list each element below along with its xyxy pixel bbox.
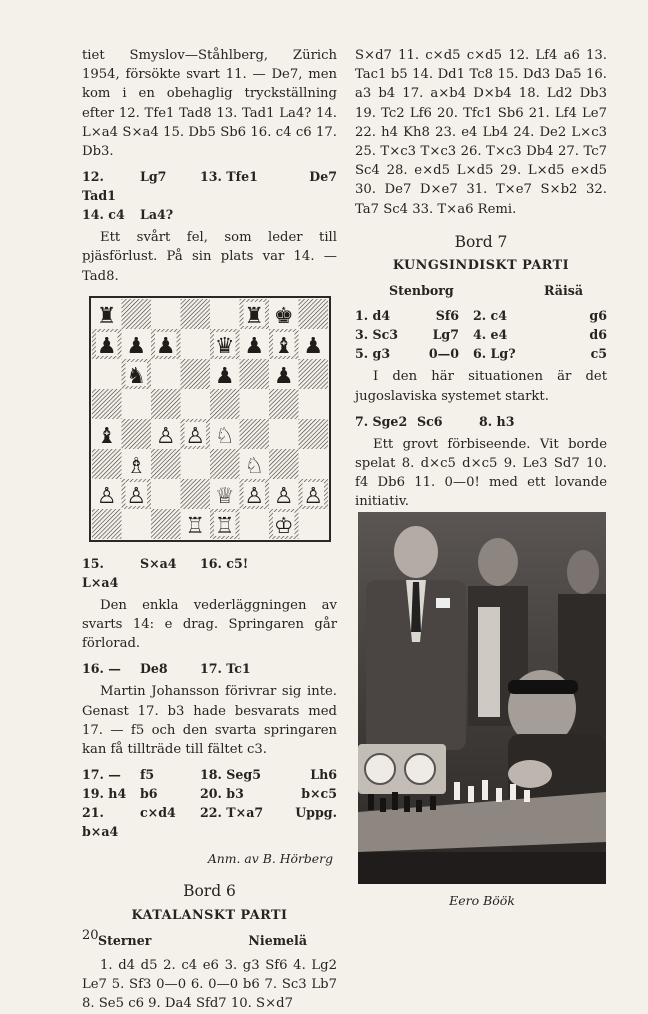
move-cell: 3. Sc3 <box>355 327 399 343</box>
white-player: Stenborg <box>389 283 454 299</box>
commentary-2: Den enkla vederläggningen av svarts 14: e drag. Springaren går förlorad. <box>82 597 337 652</box>
black-player: Räisä <box>544 283 583 299</box>
light-square <box>298 449 328 479</box>
black-bishop-piece: ♝ <box>273 333 294 359</box>
move-cell: g6 <box>589 308 607 324</box>
black-king-piece: ♚ <box>273 303 294 329</box>
white-pawn-piece: ♙ <box>243 483 264 509</box>
move-cell: De8 <box>140 661 168 677</box>
dark-square <box>298 419 328 449</box>
black-bishop-piece: ♝ <box>96 423 117 449</box>
white-rook-piece: ♖ <box>184 513 205 539</box>
move-cell: c5 <box>590 346 607 362</box>
black-pawn-piece: ♟ <box>302 333 323 359</box>
bord7-opening: KUNGSINDISKT PARTI <box>392 258 570 274</box>
light-square <box>180 449 210 479</box>
move-cell <box>270 554 337 592</box>
black-knight-piece: ♞ <box>125 363 146 389</box>
move-cell: 21. b×a4 <box>82 805 119 840</box>
moves-block-d <box>82 765 337 841</box>
bord7-commentary-1: I den här situationen är det jugoslaviska systemet starkt. <box>355 369 607 404</box>
move-cell <box>200 205 270 224</box>
move-cell: De7 <box>309 169 337 185</box>
white-pawn-piece: ♙ <box>125 483 146 509</box>
photo-caption: Eero Böök <box>449 893 515 908</box>
move-cell: b×c5 <box>301 786 337 802</box>
white-king-piece: ♔ <box>273 513 294 539</box>
chess-board-svg <box>92 299 328 539</box>
bord7-title: Bord 7 <box>454 232 508 251</box>
light-square <box>151 299 181 329</box>
page-number: 20 <box>82 928 99 943</box>
left-column <box>82 46 337 1014</box>
white-knight-piece: ♘ <box>243 453 264 479</box>
move-cell: b6 <box>140 786 158 802</box>
moves-block-b <box>82 554 337 592</box>
bord6-opening: KATALANSKT PARTI <box>131 907 288 923</box>
white-knight-piece: ♘ <box>214 423 235 449</box>
dark-square <box>92 389 122 419</box>
dark-square <box>92 509 122 539</box>
bord7-commentary-2: Ett grovt förbiseende. Vit borde spelat 8. d×c5 d×c5 9. Le3 Sd7 10. f4 Db6 11. 0—0! med ett lovande initiativ. <box>355 436 607 510</box>
light-square <box>121 509 151 539</box>
right-column <box>355 46 607 512</box>
white-pawn-piece: ♙ <box>96 483 117 509</box>
dark-square <box>151 389 181 419</box>
dark-square <box>121 419 151 449</box>
light-square <box>151 359 181 389</box>
move-cell: Lh6 <box>310 767 337 783</box>
moves-block-c <box>82 659 337 678</box>
intro-paragraph: tiet Smyslov—Ståhlberg, Zürich 1954, försökte svart 11. — De7, men kom i en obehaglig tryckställning efter 12. Tfe1 Tad8 13. Tad1 La4? 14. L×a4 S×a4 15. Db5 Sb6 16. c4 c6 17. Db3. <box>82 48 337 160</box>
white-pawn-piece: ♙ <box>184 423 205 449</box>
light-square <box>298 509 328 539</box>
bord7-moves-table <box>355 306 607 363</box>
black-pawn-piece: ♟ <box>243 333 264 359</box>
white-pawn-piece: ♙ <box>302 483 323 509</box>
white-player: Sterner <box>98 932 152 948</box>
dark-square <box>298 299 328 329</box>
move-cell: Sc6 <box>417 413 443 429</box>
bord7-players <box>355 281 607 300</box>
move-cell: 14. c4 <box>82 207 125 223</box>
black-pawn-piece: ♟ <box>273 363 294 389</box>
move-cell <box>270 659 337 678</box>
light-square <box>92 359 122 389</box>
white-bishop-piece: ♗ <box>125 453 146 479</box>
dark-square <box>269 449 299 479</box>
move-cell: Lg7 <box>140 169 167 185</box>
black-pawn-piece: ♟ <box>125 333 146 359</box>
move-cell: 16. c5! <box>200 555 249 571</box>
light-square <box>269 419 299 449</box>
photo-illustration <box>358 512 606 884</box>
photo-eero-book <box>358 512 606 884</box>
move-cell: 0—0 <box>428 346 459 362</box>
bord6-players <box>82 931 337 950</box>
move-cell: 15. L×a4 <box>82 555 119 590</box>
black-queen-piece: ♛ <box>214 333 235 359</box>
move-cell: 8. h3 <box>479 413 515 429</box>
moves-block-a <box>82 167 337 224</box>
move-cell: La4? <box>140 207 174 223</box>
black-pawn-piece: ♟ <box>155 333 176 359</box>
move-cell: 17. — <box>82 767 121 783</box>
dark-square <box>180 359 210 389</box>
dark-square <box>121 299 151 329</box>
black-pawn-piece: ♟ <box>96 333 117 359</box>
white-rook-piece: ♖ <box>214 513 235 539</box>
move-cell: Uppg. <box>295 805 337 821</box>
dark-square <box>180 479 210 509</box>
move-cell: S×a4 <box>140 555 177 571</box>
black-pawn-piece: ♟ <box>214 363 235 389</box>
dark-square <box>210 389 240 419</box>
black-rook-piece: ♜ <box>243 303 264 329</box>
dark-square <box>210 449 240 479</box>
move-cell: 22. T×a7 <box>200 805 264 821</box>
light-square <box>180 329 210 359</box>
move-cell: 1. d4 <box>355 308 391 324</box>
move-cell: Lg7 <box>432 327 459 343</box>
black-rook-piece: ♜ <box>96 303 117 329</box>
dark-square <box>180 299 210 329</box>
dark-square <box>151 449 181 479</box>
move-cell: 16. — <box>82 661 121 677</box>
move-cell <box>549 412 607 431</box>
bord6-title: Bord 6 <box>183 882 236 901</box>
dark-square <box>298 359 328 389</box>
light-square <box>239 389 269 419</box>
white-queen-piece: ♕ <box>214 483 235 509</box>
move-cell: 2. c4 <box>473 308 507 324</box>
move-cell: 13. Tfe1 <box>200 169 258 185</box>
move-cell: 18. Seg5 <box>200 767 261 783</box>
dark-square <box>239 419 269 449</box>
move-cell: 5. g3 <box>355 346 391 362</box>
move-cell <box>270 205 337 224</box>
dark-square <box>269 389 299 419</box>
move-cell: 7. Sge2 <box>355 413 408 429</box>
dark-square <box>92 449 122 479</box>
dark-square <box>151 509 181 539</box>
commentary-3: Martin Johansson förivrar sig inte. Genast 17. b3 hade besvarats med 17. — f5 och den svarta springaren kan få tillträde till fältet c3. <box>82 684 337 758</box>
commentary-1: Ett svårt fel, som leder till pjäsförlust. På sin plats var 14. — Tad8. <box>82 230 337 284</box>
dark-square <box>239 359 269 389</box>
move-cell: 19. h4 <box>82 786 127 802</box>
move-cell: 6. Lg? <box>473 346 516 362</box>
continued-moves: S×d7 11. c×d5 c×d5 12. Lf4 a6 13. Tac1 b5 14. Dd1 Tc8 15. Dd3 Da5 16. a3 b4 17. a×b4 D×b4 18. Ld2 Db3 19. Tc2 Lf6 20. Tfc1 Sb6 21. Lf4 Le7 22. h4 Kh8 23. e4 Lb4 24. De2 L×c3 25. T×c3 T×c3 26. T×c3 Db4 27. Tc7 Sc4 28. e×d5 L×d5 29. L×d5 e×d5 30. De7 D×e7 31. T×e7 S×b2 32. Ta7 Sc4 33. T×a6 Remi. <box>355 48 607 217</box>
white-pawn-piece: ♙ <box>273 483 294 509</box>
light-square <box>239 509 269 539</box>
bord6-moves: 1. d4 d5 2. c4 e6 3. g3 Sf6 4. Lg2 Le7 5. Sf3 0—0 6. 0—0 b6 7. Sc3 Lb7 8. Se5 c6 9. Da4 Sfd7 10. S×d7 <box>82 958 337 1012</box>
light-square <box>121 389 151 419</box>
move-cell: 4. e4 <box>473 327 508 343</box>
light-square <box>180 389 210 419</box>
bord7-moves-table-2 <box>355 412 607 431</box>
light-square <box>151 479 181 509</box>
move-cell: 12. Tad1 <box>82 169 116 204</box>
move-cell: f5 <box>140 767 155 783</box>
chess-diagram <box>89 296 331 542</box>
move-cell: d6 <box>589 327 607 343</box>
move-cell: 17. Tc1 <box>200 661 251 677</box>
white-pawn-piece: ♙ <box>155 423 176 449</box>
light-square <box>298 389 328 419</box>
light-square <box>210 299 240 329</box>
annotation-credit: Anm. av B. Hörberg <box>207 851 333 867</box>
move-cell: 20. b3 <box>200 786 244 802</box>
black-player: Niemelä <box>248 932 307 948</box>
move-cell: c×d4 <box>140 805 176 821</box>
move-cell: Sf6 <box>435 308 459 324</box>
